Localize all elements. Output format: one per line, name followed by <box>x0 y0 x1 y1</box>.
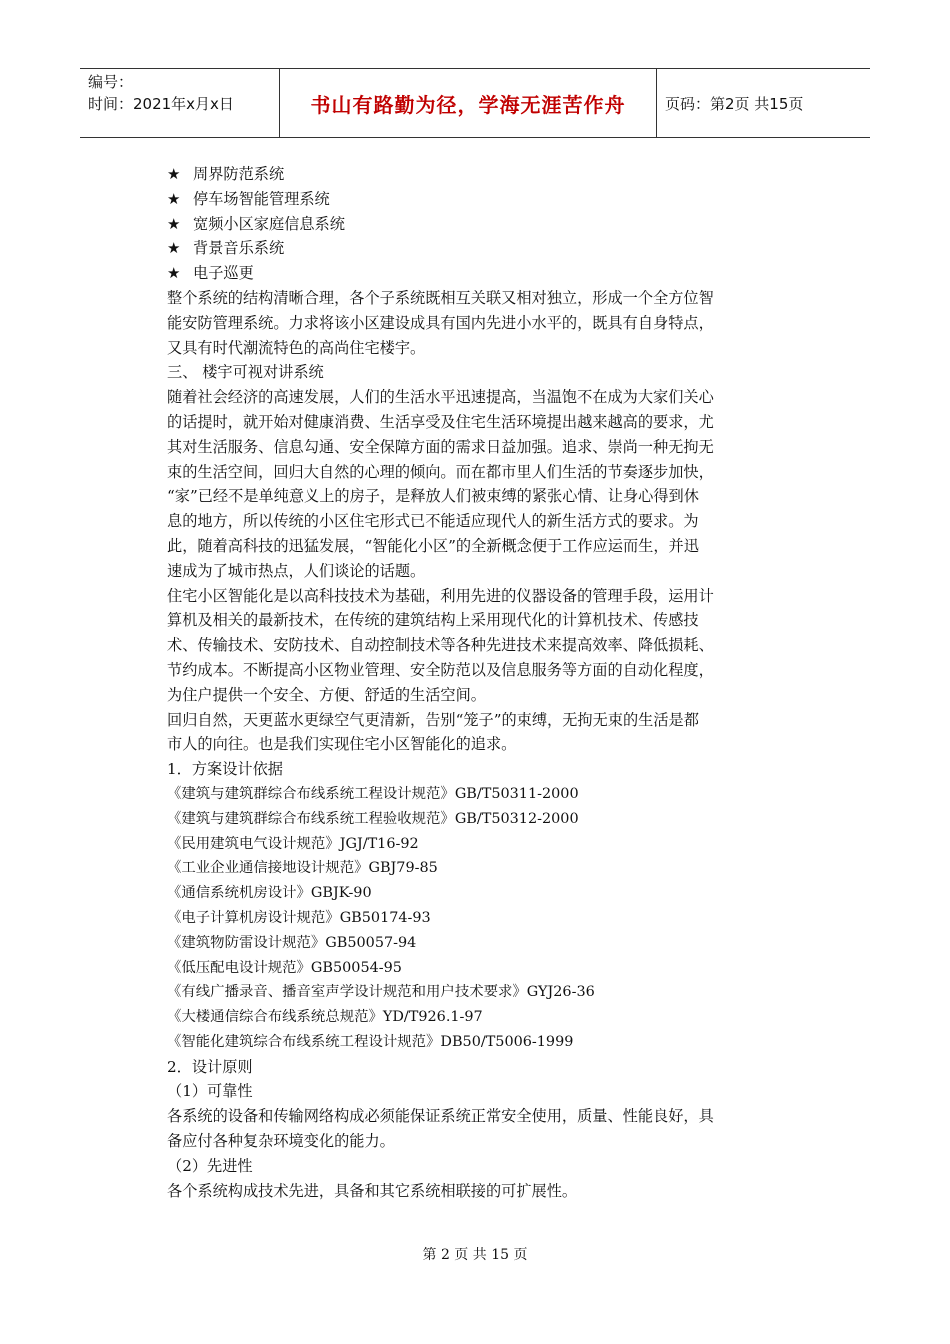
text-line: 节约成本。不断提高小区物业管理、安全防范以及信息服务等方面的自动化程度， <box>167 660 714 679</box>
star-icon: ★ <box>167 189 181 208</box>
text-line: 各个系统构成技术先进，具备和其它系统相联接的可扩展性。 <box>167 1181 578 1200</box>
standard-item: 《民用建筑电气设计规范》JGJ/T16-92 <box>167 835 419 852</box>
star-icon: ★ <box>167 165 181 183</box>
text-line: 其对生活服务、信息勾通、安全保障方面的需求日益加强。追求、崇尚一种无拘无 <box>167 437 714 456</box>
principle-subtitle: （2）先进性 <box>167 1156 253 1175</box>
bullet-item: ★ 周界防范系统 <box>167 162 772 187</box>
standard-item: 《大楼通信综合布线系统总规范》YD/T926.1-97 <box>167 1009 483 1026</box>
document-body <box>167 162 772 1203</box>
text-line: 住宅小区智能化是以高科技技术为基础，利用先进的仪器设备的管理手段，运用计 <box>167 586 714 605</box>
text-line: 此，随着高科技的迅猛发展，“智能化小区”的全新概念便于工作应运而生，并迅 <box>167 536 699 555</box>
text-line: 术、传输技术、安防技术、自动控制技术等各种先进技术来提高效率、降低损耗、 <box>167 636 714 655</box>
standard-item: 《电子计算机房设计规范》GB50174-93 <box>167 909 431 926</box>
bullet-item: ★ 宽频小区家庭信息系统 <box>167 212 772 237</box>
header-motto: 书山有路勤为径，学海无涯苦作舟 <box>280 69 657 137</box>
text-line: 随着社会经济的高速发展，人们的生活水平迅速提高，当温饱不在成为大家们关心 <box>167 388 714 407</box>
standard-item: 《有线广播录音、播音室声学设计规范和用户技术要求》GYJ26-36 <box>167 984 595 1001</box>
text-line: 能安防管理系统。力求将该小区建设成具有国内先进小水平的，既具有自身特点， <box>167 313 714 332</box>
header-meta <box>80 69 280 137</box>
principle-subtitle: （1）可靠性 <box>167 1082 253 1101</box>
number-label: 编号： <box>88 73 134 91</box>
text-line: 各系统的设备和传输网络构成必须能保证系统正常安全使用，质量、性能良好，具 <box>167 1107 714 1126</box>
text-line: 备应付各种复杂环境变化的能力。 <box>167 1132 395 1151</box>
bullet-item: ★ 背景音乐系统 <box>167 236 772 261</box>
text-line: 回归自然，天更蓝水更绿空气更清新，告别“笼子”的束缚，无拘无束的生活是都 <box>167 710 699 729</box>
basis-title: 1．方案设计依据 <box>167 760 283 779</box>
text-line: “家”已经不是单纯意义上的房子，是释放人们被束缚的紧张心情、让身心得到休 <box>167 487 699 506</box>
principles-title: 2．设计原则 <box>167 1057 253 1076</box>
text-line: 市人的向往。也是我们实现住宅小区智能化的追求。 <box>167 735 517 754</box>
page-header <box>80 68 870 138</box>
star-icon: ★ <box>167 264 181 283</box>
star-icon: ★ <box>167 214 181 233</box>
text-line: 的话提时，就开始对健康消费、生活享受及住宅生活环境提出越来越高的要求，尤 <box>167 412 714 431</box>
text-line: 算机及相关的最新技术，在传统的建筑结构上采用现代化的计算机技术、传感技 <box>167 611 699 630</box>
text-line: 又具有时代潮流特色的高尚住宅楼宇。 <box>167 338 426 357</box>
standard-item: 《建筑物防雷设计规范》GB50057-94 <box>167 934 417 951</box>
text-line: 束的生活空间，回归大自然的心理的倾向。而在都市里人们生活的节奏逐步加快， <box>167 462 714 481</box>
standard-item: 《低压配电设计规范》GB50054-95 <box>167 959 402 976</box>
page-footer: 第 2 页 共 15 页 <box>422 1247 528 1263</box>
text-line: 为住户提供一个安全、方便、舒适的生活空间。 <box>167 685 486 704</box>
standard-item: 《智能化建筑综合布线系统工程设计规范》DB50/T5006-1999 <box>167 1033 574 1050</box>
standard-item: 《通信系统机房设计》GBJK-90 <box>167 885 372 902</box>
text-line: 息的地方，所以传统的小区住宅形式已不能适应现代人的新生活方式的要求。为 <box>167 512 699 531</box>
section-title: 三、 楼宇可视对讲系统 <box>167 363 324 382</box>
standard-item: 《工业企业通信接地设计规范》GBJ79-85 <box>167 860 438 877</box>
standard-item: 《建筑与建筑群综合布线系统工程设计规范》GB/T50311-2000 <box>167 785 579 802</box>
time-label: 时间：2021年x月x日 <box>88 95 234 113</box>
header-page-info: 页码：第2页 共15页 <box>665 94 804 113</box>
star-icon: ★ <box>167 239 181 258</box>
bullet-item: ★ 电子巡更 <box>167 261 772 286</box>
bullet-item: ★ 停车场智能管理系统 <box>167 187 772 212</box>
standard-item: 《建筑与建筑群综合布线系统工程验收规范》GB/T50312-2000 <box>167 810 579 827</box>
text-line: 速成为了城市热点，人们谈论的话题。 <box>167 561 426 580</box>
text-line: 整个系统的结构清晰合理，各个子系统既相互关联又相对独立，形成一个全方位智 <box>167 288 714 307</box>
